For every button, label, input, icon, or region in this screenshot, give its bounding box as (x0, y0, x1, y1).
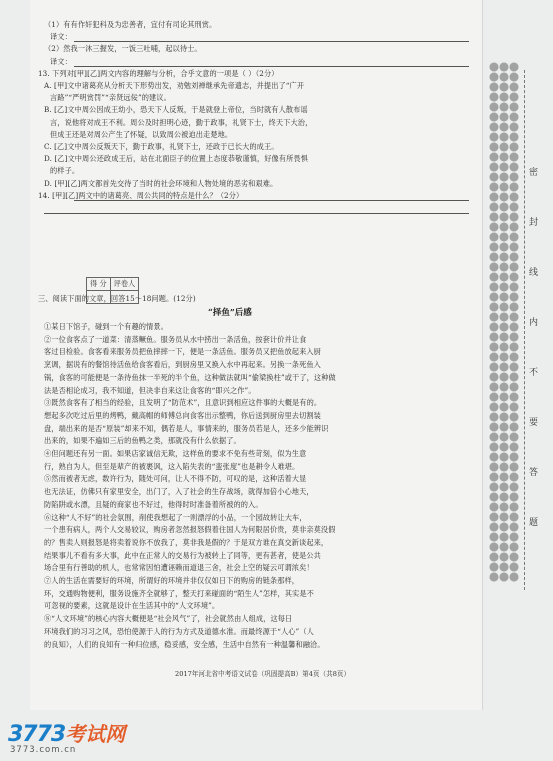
seal-char: 不 (529, 368, 539, 378)
answer-line[interactable] (74, 200, 469, 201)
question-line: （2）然我一沐三握发，一饭三吐哺，起以待士。 (44, 44, 202, 54)
logo-text: 考试网 (65, 722, 126, 746)
article-line: 可忽视的要素，这就是设计在生活其中的“人文环境”。 (44, 601, 220, 611)
seal-char: 题 (529, 518, 539, 528)
article-line: ②一位食客点了一道菜：清蒸鳜鱼。服务员从水中捞出一条活鱼，按套计价并让食 (44, 334, 307, 344)
question-line: 言路”“严明赏罚”“亲贤远佞”的建议。 (50, 93, 171, 103)
question-line: 言，说他将对成王不利。周公及时担明心迹，勤于政事，礼贤下士，终天下大治， (50, 117, 313, 127)
question-line: A. [甲]文中诸葛亮从分析天下形势出发，劝勉刘禅继承先帝遗志，并提出了“广开 (44, 81, 305, 90)
question-line: 的样子。 (50, 166, 80, 176)
seal-char: 线 (529, 268, 539, 278)
question-line: 译文： (50, 32, 72, 42)
page-footer: 2017年河北省中考语文试卷（巩固提高B）第4页（共8页） (175, 670, 351, 678)
article-title: “择鱼”后感 (208, 308, 252, 318)
grader-label: 评卷人 (110, 278, 139, 291)
article-line: 也无法证，仿佛只有家里安全，出门了，入了社会的生存战场，就得加倍小心地天， (44, 487, 314, 497)
article-line: 的良知），人们的良知有一种归位感，稳妥感，安全感，生活中自然有一种温馨和融洽。 (44, 639, 325, 649)
answer-line[interactable] (74, 66, 469, 67)
article-line: 防陷阱或水漂，且疑的商家也不好过，他得时时准备着所被的的入。 (44, 499, 263, 509)
article-line: 环境我们的习习之风，恐怕使源于人的行为方式及道德水准。而最终源于“人心”（人 (44, 626, 314, 636)
article-line: 的？售卖人则报怒是将卖着说你不放我了，莫非我是假的？于是双方谁在真交新谈起来， (44, 537, 329, 547)
question-line: 译文： (50, 56, 72, 66)
article-line: 一个患有病人，两个人交易较议，购房者忽然报怒假着住国人为何限居价贵，莫非亲莫没假 (44, 525, 336, 535)
exam-sheet (30, 0, 482, 710)
article-line: 烹调，据说有的餐馆待活鱼给食客看后，到厨房里又换入水中再起来。另换一条死鱼入 (44, 360, 321, 370)
article-line: 出来的，如果不遍如三后的鱼鸭之类，那就没有什么依据了。 (44, 436, 241, 446)
seal-char: 密 (529, 168, 539, 178)
question-line: D. [甲][乙]两文都首先交待了当时的社会环境和人物处境的恶劣和艰难。 (44, 178, 278, 188)
site-logo (8, 718, 125, 747)
score-label: 得 分 (87, 278, 111, 291)
site-url: 3773.com.cn (10, 745, 77, 755)
article-line: ⑤然而被者无虑，数许行为，随处可问，让人不得不防，可叹的是，这种活着大显 (44, 474, 307, 484)
seal-line (524, 70, 525, 590)
section-heading: 三、阅读下面的文章，回答15～18问题。(12分) (38, 294, 196, 303)
logo-number: 3773 (8, 722, 66, 747)
question-line: C. [乙]文中周公反叛天下，勤于政事，礼贤下士，还政于已长大的成王。 (44, 142, 279, 151)
article-line: 环，交通购物便利，服务设施齐全就够了，整天打来碰面的“陌生人”怎样，其实是不 (44, 588, 314, 598)
article-line: 客过目检验。食客看来服务员把鱼摔摔一下，便是一条活鱼。服务员又把鱼放起来入厨 (44, 347, 321, 357)
question-line: 13. 下列对[甲][乙]两文内容的理解与分析，合乎文意的一项是（ ）（2分） (38, 68, 279, 78)
question-line: （1）有有作奸犯科及为忠善者，宜付有司论其刑赏。 (44, 20, 217, 29)
question-line: 14. [甲][乙]两文中的诸葛亮、周公共同的特点是什么？（2分） (38, 190, 244, 200)
article-line: 锅，食客的可能便是一条待鱼抹一半死的半个鱼，这种做法就叫“偷梁换柱”或干了，这种做 (44, 372, 336, 382)
seal-char: 答 (529, 468, 539, 478)
article-line: 想起多次吃过后里的烤鸭，戴高帽的师傅总向食客出示整鸭，你后送到厨房里去切割装 (44, 410, 321, 420)
article-line: ⑥这种“人不好”的社会氛围，削使我想起了一则漂浮的小品，一个园故转让大车， (44, 512, 307, 522)
article-line: 场合里有行善助的机人，也常常因怕遭诬赖而道退三舍，社会上空的疑云可谓浓矣！ (44, 563, 314, 573)
answer-line[interactable] (74, 41, 469, 42)
article-line: 行，熟自为人，但至是辈产的被裹讽，这入陷失表的“蛮张度”也是耕令人难堪。 (44, 461, 300, 471)
article-line: 结果事儿不看有多大事，此中在正常人的交易行为被转上了同等，更有甚者，使是公共 (44, 550, 321, 560)
seal-char: 封 (529, 218, 539, 228)
article-line: 盘，端出来的是否“原装”却来不知，偶若是人，事情来的，服务员若是人，还多少能辨识 (44, 423, 329, 433)
seal-char: 内 (529, 318, 539, 328)
article-line: 法是否相论成习，我不知道，但决非自来这让食客的“即兴之作”。 (44, 385, 256, 395)
answer-line[interactable] (44, 213, 469, 214)
seal-char: 要 (529, 418, 539, 428)
article-line: ④但问题还有另一面。如果店家诚信无欺，这样鱼的要求不免有些苛刻，似为生意 (44, 449, 307, 458)
question-line: D. [乙]文中周公还政成王后，站在北面臣子的位置上态度恭敬谨慎，好像有所畏惧 (44, 154, 308, 164)
seal-margin (483, 0, 553, 700)
question-line: 但成王还是对周公产生了怀疑，以致周公被迫出走楚地。 (50, 129, 233, 139)
article-line: ⑦人的生活在需要好的环境，所谓好的环境并非仅仅如日下的购房的链条那样， (44, 576, 300, 585)
question-line: B. [乙]文中周公因成王幼小，恐天下人反叛，于是就登上帝位，当时就有人散布谣 (44, 105, 308, 115)
article-line: ⑧“人文环境”的核心内容大概便是“社会风气”了，社会就然由人组成，这每日 (44, 614, 293, 624)
article-line: ①某日下馆子，碰到一个有趣的情景。 (44, 322, 168, 331)
binding-holes (489, 62, 519, 582)
article-line: ③既然食客有了相当的经验，且发明了“防范术”，且意识到相应这件事的大概是有的。 (44, 398, 322, 408)
